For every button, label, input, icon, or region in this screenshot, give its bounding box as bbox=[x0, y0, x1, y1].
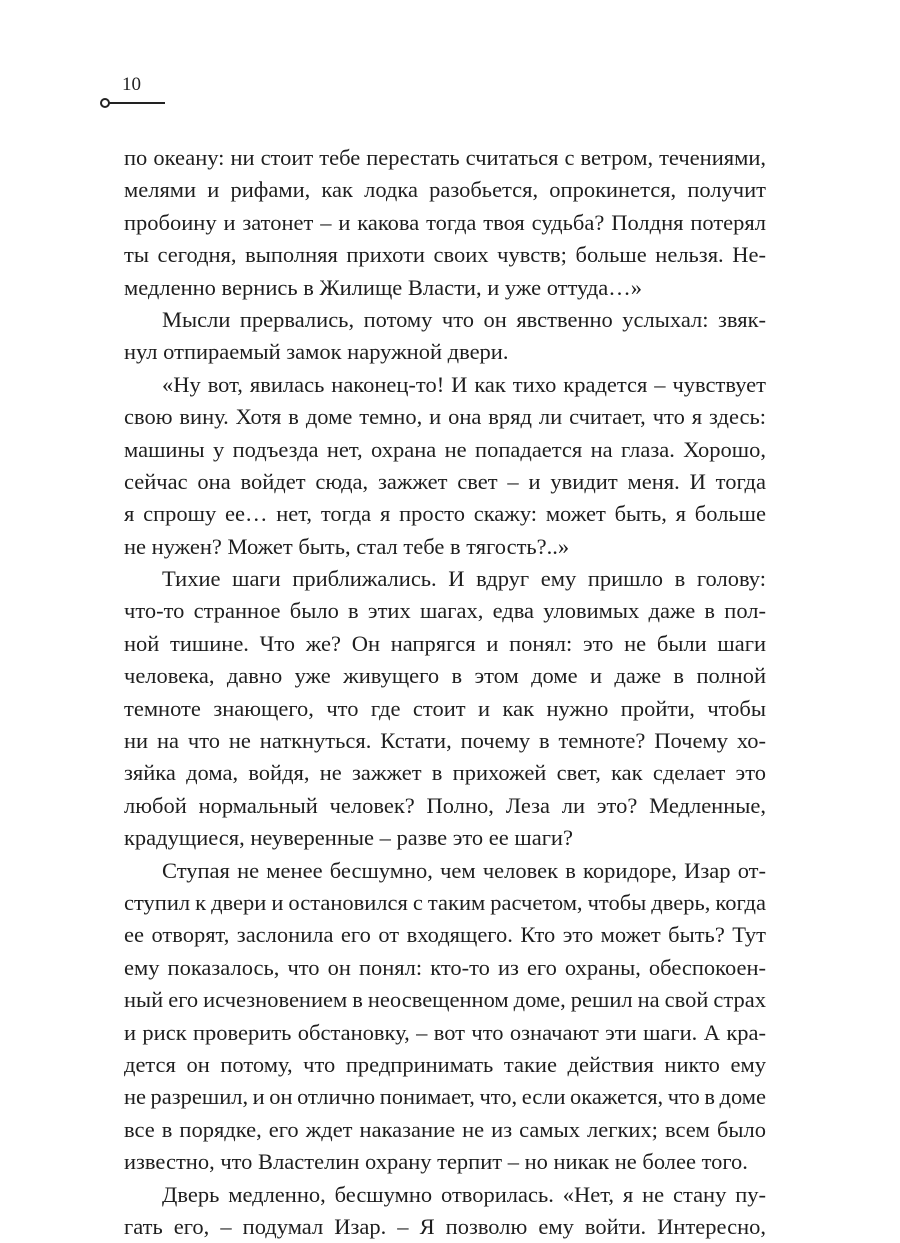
text-line: Дверь медленно, бесшумно отворилась. «Нет, я не стану пу- bbox=[124, 1179, 766, 1211]
text-line: и риск проверить обстановку, – вот что означают эти шаги. А кра- bbox=[124, 1017, 766, 1049]
text-line: Тихие шаги приближались. И вдруг ему пришло в голову: bbox=[124, 563, 766, 595]
text-line: не разрешил, и он отлично понимает, что, если окажется, что в доме bbox=[124, 1081, 766, 1113]
paragraph bbox=[124, 304, 766, 369]
text-line: ее отворят, заслонила его от входящего. Кто это может быть? Тут bbox=[124, 919, 766, 951]
text-line: Ступая не менее бесшумно, чем человек в коридоре, Изар от- bbox=[124, 855, 766, 887]
text-line: ный его исчезновением в неосвещенном доме, решил на свой страх bbox=[124, 984, 766, 1016]
text-line: я спрошу ее… нет, тогда я просто скажу: может быть, я больше bbox=[124, 498, 766, 530]
text-line: гать его, – подумал Изар. – Я позволю ему войти. Интересно, bbox=[124, 1211, 766, 1243]
paragraph bbox=[124, 855, 766, 1179]
page-number: 10 bbox=[122, 74, 141, 96]
text-line: дется он потому, что предпринимать такие действия никто ему bbox=[124, 1049, 766, 1081]
text-line: «Ну вот, явилась наконец-то! И как тихо крадется – чувствует bbox=[124, 369, 766, 401]
text-line: по океану: ни стоит тебе перестать считаться с ветром, течениями, bbox=[124, 142, 766, 174]
paragraph bbox=[124, 1179, 766, 1243]
text-line: нул отпираемый замок наружной двери. bbox=[124, 336, 766, 368]
text-line: ты сегодня, выполняя прихоти своих чувств; больше нельзя. Не- bbox=[124, 239, 766, 271]
page-header bbox=[100, 74, 170, 114]
text-line: медленно вернись в Жилище Власти, и уже оттуда…» bbox=[124, 272, 766, 304]
text-line: пробоину и затонет – и какова тогда твоя судьба? Полдня потерял bbox=[124, 207, 766, 239]
text-line: крадущиеся, неуверенные – разве это ее шаги? bbox=[124, 822, 766, 854]
text-line: Мысли прервались, потому что он явственно услыхал: звяк- bbox=[124, 304, 766, 336]
paragraph bbox=[124, 563, 766, 855]
text-line: что-то странное было в этих шагах, едва уловимых даже в пол- bbox=[124, 595, 766, 627]
text-line: зяйка дома, войдя, не зажжет в прихожей свет, как сделает это bbox=[124, 757, 766, 789]
text-line: все в порядке, его ждет наказание не из самых легких; всем было bbox=[124, 1114, 766, 1146]
text-body bbox=[124, 142, 766, 1243]
text-line: свою вину. Хотя в доме темно, и она вряд ли считает, что я здесь: bbox=[124, 401, 766, 433]
text-line: сейчас она войдет сюда, зажжет свет – и увидит меня. И тогда bbox=[124, 466, 766, 498]
text-line: известно, что Властелин охрану терпит – но никак не более того. bbox=[124, 1146, 766, 1178]
paragraph bbox=[124, 142, 766, 304]
text-line: человека, давно уже живущего в этом доме и даже в полной bbox=[124, 660, 766, 692]
paragraph bbox=[124, 369, 766, 563]
text-line: машины у подъезда нет, охрана не попадается на глаза. Хорошо, bbox=[124, 434, 766, 466]
header-rule bbox=[108, 102, 165, 104]
text-line: ной тишине. Что же? Он напрягся и понял: это не были шаги bbox=[124, 628, 766, 660]
text-line: ни на что не наткнуться. Кстати, почему в темноте? Почему хо- bbox=[124, 725, 766, 757]
text-line: любой нормальный человек? Полно, Леза ли это? Медленные, bbox=[124, 790, 766, 822]
text-line: не нужен? Может быть, стал тебе в тягость?..» bbox=[124, 531, 766, 563]
text-line: темноте знающего, что где стоит и как нужно пройти, чтобы bbox=[124, 693, 766, 725]
text-line: ступил к двери и остановился с таким расчетом, чтобы дверь, когда bbox=[124, 887, 766, 919]
text-line: ему показалось, что он понял: кто-то из его охраны, обеспокоен- bbox=[124, 952, 766, 984]
text-line: мелями и рифами, как лодка разобьется, опрокинется, получит bbox=[124, 174, 766, 206]
